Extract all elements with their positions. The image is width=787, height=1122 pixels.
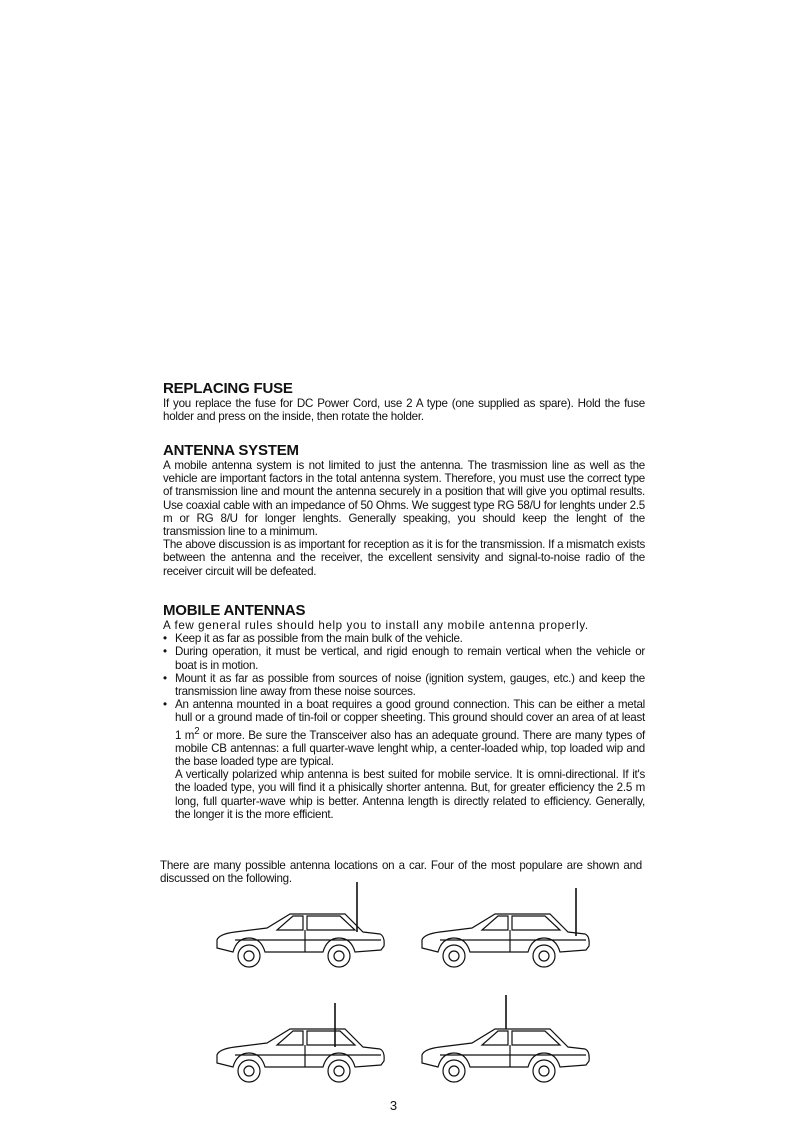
closing-paragraph: There are many possible antenna locations on a car. Four of the most populare are shown and discussed on the following. [160,859,642,886]
superscript: 2 [194,725,200,737]
section-mobile-antennas [163,602,645,821]
section-title: ANTENNA SYSTEM [163,442,299,459]
paragraph: The above discussion is as important for reception as it is for the transmission. If a mismatch exists between the antenna and the receiver, the excellent sensivity and signal-to-noise radio of the receiver circuit will be defeated. [163,538,645,578]
list-item [163,632,645,645]
section-title: MOBILE ANTENNAS [163,602,306,619]
bullet: • [163,671,167,685]
page-number: 3 [389,1098,398,1113]
list-item-text: Keep it as far as possible from the main bulk of the vehicle. [175,632,463,646]
section-antenna-system [163,442,645,578]
rules-list [163,632,645,821]
car-roof-antenna [410,995,600,1100]
list-item-text: During operation, it must be vertical, and rigid enough to remain vertical when the vehicle or boat is in motion. [175,645,645,672]
paragraph: A mobile antenna system is not limited to just the antenna. The trasmission line as well as the vehicle are important factors in the total antenna system. Therefore, you must use the correct type of transmission line and mount the antenna securely in a position that will give you optimal results. Use coaxial cable with an impedance of 50 Ohms. We suggest type RG 58/U for lenghts under 2.5 m or RG 8/U for longer lenghts. Generally speaking, you should keep the lenght of the transmission line to a minimum. [163,459,645,539]
section-body: If you replace the fuse for DC Power Cord, use 2 A type (one supplied as spare). Hold the fuse holder and press on the inside, then rotate the holder. [163,397,645,424]
bullet: • [163,632,167,646]
list-item-text: A vertically polarized whip antenna is best suited for mobile service. It is omni-directional. If it's the loaded type, you will find it a phisically shorter antenna. But, for greater efficiency the 2.5 m long, full quarter-wave whip is better. Antenna length is directly related to efficiency. Generally, the longer it is the more efficient. [175,768,645,821]
text-fragment: or more. Be sure the Transceiver also has an adequate ground. There are many types of mobile CB antennas: a full quarter-wave lenght whip, a center-loaded whip, top loaded wip and the base loaded type are typical. [175,728,646,768]
section-replacing-fuse [163,380,645,423]
car-rear-deck-antenna [205,880,395,985]
bullet: • [163,698,167,712]
car-rear-bumper-antenna [410,880,600,985]
list-item [163,672,645,698]
list-item-text [175,698,645,768]
antenna-locations-illustration [205,880,595,1100]
list-item-text: Mount it as far as possible from sources of noise (ignition system, gauges, etc.) and keep the transmission line away from these noise sources. [175,671,645,699]
text-fragment: An antenna mounted in a boat requires a good ground connection. This can be either a metal hull or a ground made of tin-foil or copper sheeting. This ground should cover an area of at least 1 m [175,698,645,742]
list-item [163,645,645,671]
bullet: • [163,645,167,659]
list-item [163,698,645,821]
car-fender-antenna [205,995,395,1100]
section-title: REPLACING FUSE [163,380,293,397]
intro-text: A few general rules should help you to install any mobile antenna properly. [163,619,589,632]
